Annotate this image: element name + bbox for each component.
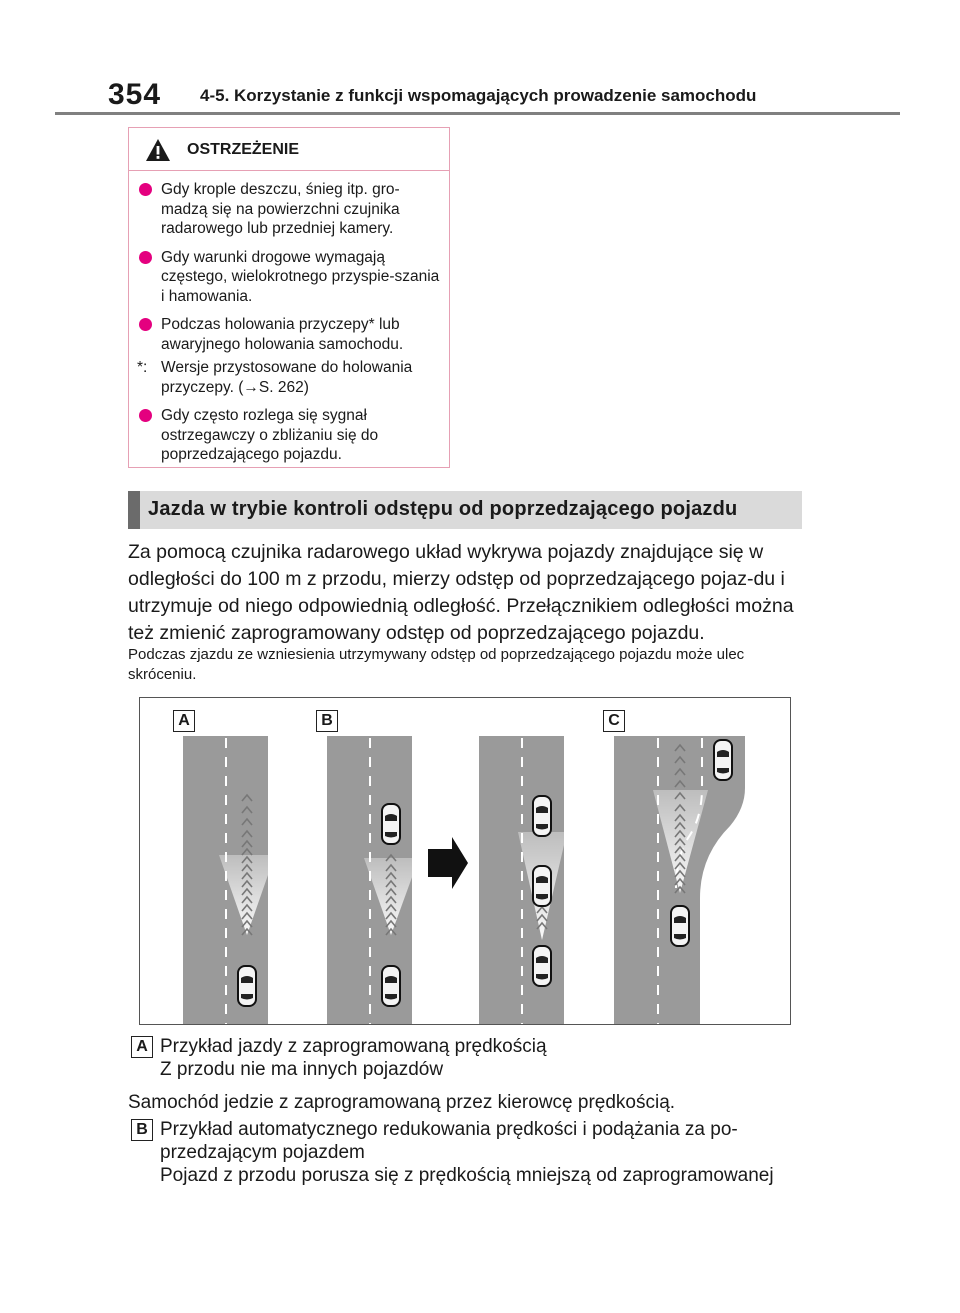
item-b-text (160, 1118, 840, 1187)
preceding-car-b2 (533, 796, 551, 836)
warning-header (129, 128, 449, 171)
bullet-icon (139, 318, 152, 331)
transition-arrow-icon (428, 837, 468, 889)
road-b (327, 736, 419, 1025)
section-paragraph: Za pomocą czujnika radarowego układ wykrywa pojazdy znajdujące się w odległości do 100 m z przodu, mierzy odstęp od poprzedzającego pojaz-du i utrzymuje od niego odpowiednią odległość. Przełącznikiem odległości można też zmienić zaprogramowany odstęp od poprzedzającego pojazdu. (128, 541, 794, 644)
own-car-b (382, 966, 400, 1006)
bullet-icon (139, 251, 152, 264)
item-label-a: A (131, 1036, 153, 1058)
road-a (183, 736, 275, 1025)
item-b-description: Pojazd z przodu porusza się z prędkością mniejszą od zaprogramowanej (160, 1165, 774, 1186)
road-diagram (140, 698, 791, 1025)
warning-list (139, 180, 444, 474)
warning-item (139, 248, 444, 307)
footnote-mark: *: (137, 359, 148, 376)
warning-footnote (139, 358, 444, 397)
road-c (614, 736, 745, 1025)
warning-item-text: Podczas holowania przyczepy* lub awaryjnego holowania samochodu. (161, 316, 404, 353)
list-item-b (128, 1118, 828, 1190)
header-divider (55, 112, 900, 115)
section-heading (128, 491, 802, 529)
preceding-car-b (382, 804, 400, 844)
merging-car-c (714, 740, 732, 780)
page-number: 354 (108, 78, 162, 111)
acc-illustration (139, 697, 791, 1025)
item-a-title: Przykład jazdy z zaprogramowaną prędkością (160, 1036, 547, 1057)
own-car-c (671, 906, 689, 946)
own-car-b2 (533, 946, 551, 986)
road-b-continued (479, 736, 567, 1025)
figure-label-c: C (603, 710, 625, 732)
warning-item-text: Gdy często rozlega się sygnał ostrzegawczy o zbliżaniu się do poprzedzającego pojazdu. (161, 407, 379, 463)
item-b-title: Przykład automatycznego redukowania prędkości i podążania za po-przedzającym pojazdem (160, 1119, 738, 1163)
footnote-text: Wersje przystosowane do holowania przyczepy. (→S. 262) (161, 359, 413, 396)
section-title-text: Jazda w trybie kontroli odstępu od poprzedzającego pojazdu (148, 498, 738, 520)
warning-box (128, 127, 450, 468)
warning-item-text: Gdy krople deszczu, śnieg itp. gro-madzą się na powierzchni czujnika radarowego lub przedniej kamery. (161, 181, 400, 237)
own-car-a (238, 966, 256, 1006)
item-a-subtitle: Z przodu nie ma innych pojazdów (160, 1059, 444, 1080)
page-header (0, 0, 960, 120)
figure-label-b: B (316, 710, 338, 732)
warning-item (139, 315, 444, 354)
item-a-text (160, 1035, 840, 1081)
middle-car-b2 (533, 866, 551, 906)
figure-label-a: A (173, 710, 195, 732)
chapter-title: 4-5. Korzystanie z funkcji wspomagających prowadzenie samochodu (200, 86, 757, 105)
warning-triangle-icon (145, 138, 171, 162)
warning-item (139, 180, 444, 239)
warning-title: OSTRZEŻENIE (187, 141, 300, 158)
bullet-icon (139, 409, 152, 422)
bullet-icon (139, 183, 152, 196)
item-a-description: Samochód jedzie z zaprogramowaną przez kierowcę prędkością. (128, 1092, 676, 1113)
warning-item (139, 406, 444, 465)
item-label-b: B (131, 1119, 153, 1141)
list-item-a (128, 1035, 828, 1085)
section-note: Podczas zjazdu ze wzniesienia utrzymywany odstęp od poprzedzającego pojazdu może ulec skróceniu. (128, 646, 745, 683)
warning-item-text: Gdy warunki drogowe wymagają częstego, wielokrotnego przyspie-szania i hamowania. (161, 248, 440, 305)
